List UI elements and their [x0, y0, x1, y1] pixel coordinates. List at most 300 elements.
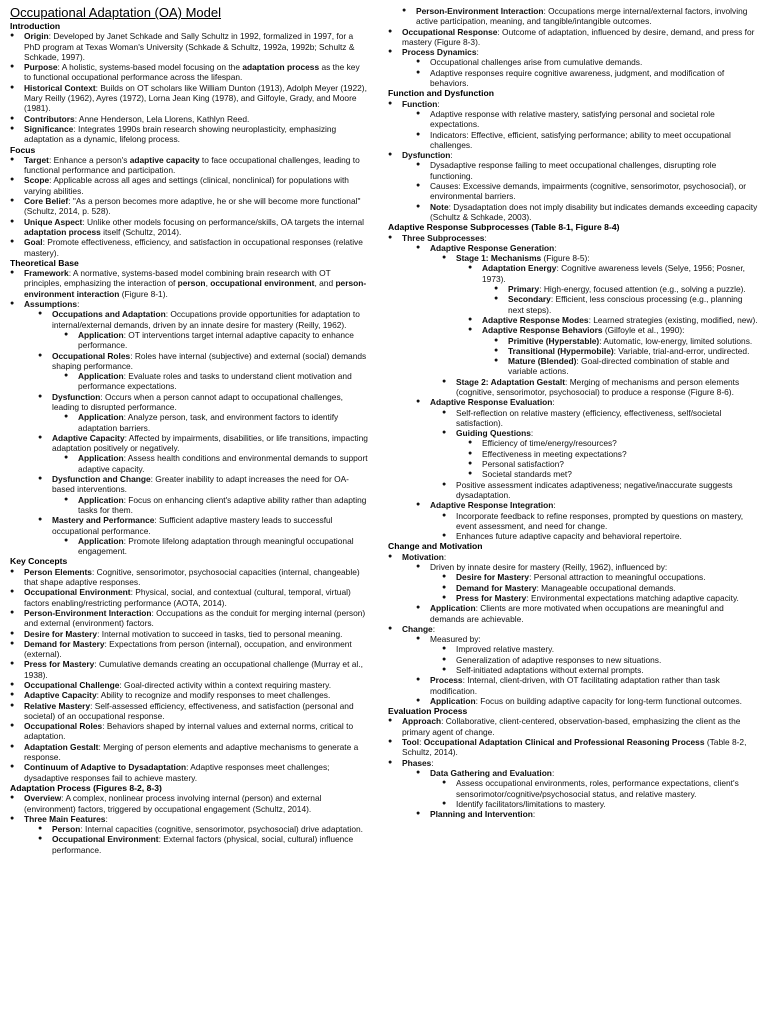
- item-term: Occupational Response: [402, 26, 498, 37]
- item-term: Secondary: [508, 294, 551, 305]
- item-text: : Applicable across all ages and settings (clinical, nonclinical) for populations with varying abilities.: [24, 175, 349, 196]
- item-text: Dysadaptive response failing to meet occupational challenges, disrupting role functioning.: [430, 160, 717, 181]
- item-text: : Analyze person, task, and environment factors to identify adaptation barriers.: [78, 412, 339, 433]
- bullet-list: [388, 716, 760, 819]
- item-term: Guiding Questions: [456, 428, 531, 439]
- item-text: : Promote lifelong adaptation through meaningful occupational engagement.: [78, 535, 354, 557]
- list-item: [388, 552, 760, 624]
- bullet-list: [402, 57, 760, 88]
- bullet-list: [388, 6, 760, 27]
- list-item: [468, 325, 760, 376]
- item-text: :: [476, 47, 479, 58]
- list-item: [388, 233, 760, 542]
- bullet-list: [402, 243, 760, 542]
- item-text: : Clients are more motivated when occupations are meaningful and demands are achievable.: [430, 603, 724, 624]
- item-text: : Physical, social, and contextual (cultural, temporal, virtual) factors enabling/restricting performance (AOTA, 2014).: [24, 587, 351, 608]
- item-term: Purpose: [24, 62, 58, 73]
- item-text: : Developed by Janet Schkade and Sally Schultz in 1992, formalized in 1997, for a PhD program at Texas Woman's University (Schkade & Schultz, 1992a, 1992b; Schultz & Schkade, 1997).: [24, 31, 355, 62]
- list-item: [10, 814, 368, 855]
- item-term: Occupational Environment: [24, 587, 131, 598]
- item-text: : Builds on OT scholars like William Dunton (1913), Adolph Meyer (1922), Mary Reilly (1962), Ayres (1972), Lorna Jean King (1978), and Gilfoyle, Grady, and Moore (1981).: [24, 82, 367, 114]
- list-item: [388, 716, 760, 737]
- list-item: [468, 315, 760, 325]
- list-item: [10, 196, 368, 217]
- list-item: [442, 644, 760, 654]
- bullet-list: [52, 495, 368, 516]
- item-text: Self-reflection on relative mastery (efficiency, effectiveness, self/societal satisfaction).: [456, 407, 722, 428]
- item-term: Adaptive Response Behaviors: [482, 325, 603, 336]
- item-text: : Self-assessed efficiency, effectiveness, and satisfaction (personal and societal) of an occupational response.: [24, 700, 354, 721]
- list-item: [442, 511, 760, 532]
- item-term: Application: [78, 494, 124, 505]
- item-term: Process: [430, 675, 463, 686]
- item-text: Incorporate feedback to refine responses, prompted by questions on mastery, event assessment, and need for change.: [456, 510, 744, 531]
- list-item: [416, 130, 760, 151]
- item-term: Overview: [24, 793, 62, 804]
- bullet-list: [388, 6, 760, 88]
- bullet-list: [10, 567, 368, 783]
- list-item: [388, 624, 760, 706]
- item-term: Mature (Blended): [508, 356, 577, 367]
- list-item: [388, 99, 760, 150]
- item-text: :: [553, 500, 556, 511]
- item-text: : Cognitive awareness levels (Selye, 1956; Posner, 1973).: [482, 263, 745, 284]
- bullet-list: [430, 644, 760, 675]
- item-term: Significance: [24, 123, 74, 134]
- item-term: Application: [78, 535, 124, 546]
- emphasis-text: adaptation process: [24, 226, 101, 237]
- item-text: : Greater inability to adapt increases the need for OA-based interventions.: [52, 474, 349, 495]
- bullet-list: [482, 336, 760, 377]
- item-text: : Cumulative demands creating an occupational challenge (Murray et al., 1938).: [24, 659, 363, 680]
- bullet-list: [430, 778, 760, 809]
- list-item: [402, 6, 760, 27]
- item-text: : Unlike other models focusing on performance/skills, OA targets the internal: [82, 216, 364, 227]
- item-term: Phases: [402, 757, 432, 768]
- list-item: [38, 515, 368, 556]
- section-heading: Introduction: [10, 21, 61, 31]
- bullet-list: [10, 268, 368, 556]
- item-text: Identify facilitators/limitations to mastery.: [456, 798, 606, 809]
- item-term: Application: [78, 371, 124, 382]
- list-item: [442, 531, 760, 541]
- item-term: Relative Mastery: [24, 700, 91, 711]
- list-item: [442, 655, 760, 665]
- item-text: Indicators: Effective, efficient, satisfying performance; ability to meet occupational challenges.: [430, 129, 731, 150]
- list-item: [442, 778, 760, 799]
- list-item: [416, 57, 760, 67]
- item-text: : Internal capacities (cognitive, sensorimotor, psychosocial) drive adaptation.: [80, 824, 363, 835]
- item-text: as the key to functional occupational performance across the lifespan.: [24, 62, 360, 83]
- item-term: Adaptation Gestalt: [24, 741, 99, 752]
- list-item: [416, 696, 760, 706]
- item-term: Demand for Mastery: [24, 638, 105, 649]
- list-item: [64, 453, 368, 474]
- list-item: [388, 47, 760, 88]
- item-text: :: [437, 98, 440, 109]
- list-item: [468, 449, 760, 459]
- bullet-list: [388, 233, 760, 542]
- item-text: : High-energy, focused attention (e.g., solving a puzzle).: [539, 284, 746, 295]
- list-item: [442, 428, 760, 479]
- item-term: Adaptive Response Modes: [482, 314, 589, 325]
- item-text: : Efficient, less conscious processing (e.g., planning next steps).: [508, 294, 743, 315]
- bullet-list: [456, 263, 760, 376]
- item-text: Causes: Excessive demands, impairments (cognitive, sensorimotor, psychosocial), or environmental barriers.: [430, 181, 747, 202]
- item-text: :: [551, 767, 555, 778]
- item-text: : Cognitive, sensorimotor, psychosocial capacities (internal, changeable) that shape adaptive responses.: [24, 566, 360, 588]
- item-text: Improved relative mastery.: [456, 644, 555, 655]
- list-item: [442, 593, 760, 603]
- item-text: Assess occupational environments, roles, performance expectations, client's sensorimotor/cognitive/psychosocial status, and relative mastery.: [456, 778, 739, 799]
- list-item: [388, 6, 760, 27]
- bullet-list: [388, 552, 760, 706]
- item-text: : Integrates 1990s brain research showing neuroplasticity, emphasizing adaptation as a dynamic, lifelong process.: [24, 123, 337, 145]
- section-heading: Theoretical Base: [10, 257, 79, 268]
- item-text: :: [484, 232, 487, 243]
- item-text: : Expectations from person (internal), occupation, and environment (external).: [24, 638, 352, 660]
- list-item: [416, 603, 760, 624]
- list-item: [416, 809, 760, 819]
- item-term: Approach: [402, 716, 442, 727]
- list-item: [442, 408, 760, 429]
- list-item: [468, 469, 760, 479]
- item-term: Historical Context: [24, 82, 96, 93]
- list-item: [442, 480, 760, 501]
- list-item: [64, 330, 368, 351]
- left-column-body: [10, 21, 368, 855]
- item-text: Societal standards met?: [482, 469, 572, 480]
- list-item: [442, 799, 760, 809]
- item-term: Desire for Mastery: [456, 572, 530, 583]
- list-item: [388, 758, 760, 820]
- section-heading: Adaptation Process (Figures 8-2, 8-3): [10, 782, 162, 793]
- item-text: : Occupations as the conduit for merging internal (person) and external (environment) factors.: [24, 607, 366, 629]
- list-item: [10, 31, 368, 62]
- section-heading: Evaluation Process: [388, 706, 468, 717]
- bullet-list: [10, 31, 368, 144]
- item-term: Primitive (Hyperstable): [508, 335, 600, 346]
- section-heading: Adaptive Response Subprocesses (Table 8-1, Figure 8-4): [388, 222, 620, 233]
- item-term: Target: [24, 154, 49, 165]
- item-term: Dysfunction and Change: [52, 474, 151, 485]
- item-text: : Occupations merge internal/external factors, involving active participation, meaning, and tangible/intangible outcomes.: [416, 6, 748, 27]
- item-term: Planning and Intervention: [430, 809, 533, 820]
- item-term: Adaptive Response Generation: [430, 242, 555, 253]
- list-item: [468, 263, 760, 314]
- item-term: Person: [52, 824, 81, 835]
- item-term: Scope: [24, 175, 50, 186]
- item-term: Mastery and Performance: [52, 515, 155, 526]
- item-text: (Figure 8-1).: [119, 288, 168, 299]
- item-text: : Affected by impairments, disabilities, or life transitions, impacting adaptation positively or negatively.: [52, 432, 368, 454]
- item-term: Press for Mastery: [24, 659, 95, 670]
- list-item: [416, 109, 760, 130]
- list-item: [10, 659, 368, 680]
- item-term: Function: [402, 98, 438, 109]
- list-item: [442, 253, 760, 377]
- item-term: Stage 1: Mechanisms: [456, 253, 542, 264]
- right-column: [388, 6, 760, 819]
- item-term: Adaptation Energy: [482, 263, 557, 274]
- item-text: (Table 8-2, Schultz, 2014).: [402, 737, 747, 758]
- list-item: [468, 438, 760, 448]
- bullet-list: [402, 634, 760, 706]
- emphasis-text: person: [177, 278, 206, 289]
- item-term: Three Main Features: [24, 813, 106, 824]
- item-term: Occupational Environment: [52, 834, 159, 845]
- item-text: : Merging of person elements and adaptive mechanisms to generate a response.: [24, 741, 359, 763]
- list-item: [64, 495, 368, 516]
- item-term: Motivation: [402, 551, 444, 562]
- item-text: ,: [205, 278, 211, 289]
- item-text: Self-initiated adaptations without external prompts.: [456, 665, 644, 675]
- list-item: [416, 500, 760, 541]
- list-item: [10, 793, 368, 814]
- item-term: Person-Environment Interaction: [24, 607, 152, 618]
- list-item: [416, 397, 760, 500]
- item-text: : Internal motivation to succeed in tasks, tied to personal meaning.: [97, 628, 343, 639]
- item-term: Continuum of Adaptive to Dysadaptation: [24, 762, 187, 773]
- list-item: [10, 567, 368, 588]
- bullet-list: [430, 572, 760, 603]
- list-item: [416, 243, 760, 397]
- item-text: : OT interventions target internal adaptive capacity to enhance performance.: [78, 329, 354, 351]
- list-item: [494, 346, 760, 356]
- list-item: [442, 583, 760, 593]
- list-item: [10, 680, 368, 690]
- item-term: Tool: [402, 737, 420, 748]
- item-text: Positive assessment indicates adaptiveness; negative/inaccurate suggests dysadaptation.: [456, 479, 733, 500]
- item-term: Adaptive Capacity: [24, 690, 97, 701]
- item-text: :: [77, 299, 80, 310]
- list-item: [38, 824, 368, 834]
- item-text: , and: [314, 278, 336, 289]
- item-text: Effectiveness in meeting expectations?: [482, 448, 627, 459]
- item-text: : Environmental expectations matching adaptive capacity.: [526, 592, 739, 603]
- item-term: Note: [430, 201, 449, 212]
- list-item: [38, 474, 368, 515]
- bullet-list: [430, 511, 760, 542]
- bullet-list: [482, 284, 760, 315]
- item-text: : Occupations provide opportunities for adaptation to internal/external demands, driven by an innate desire for mastery (Reilly, 1962).: [52, 309, 360, 330]
- item-term: Three Subprocesses: [402, 232, 485, 243]
- item-term: Occupations and Adaptation: [52, 309, 166, 320]
- item-text: :: [554, 242, 557, 253]
- item-text: : Dysadaptation does not imply disability but indicates demands exceeding capacity (Schultz & Schkade, 2003).: [430, 201, 758, 222]
- bullet-list: [402, 562, 760, 624]
- emphasis-text: adaptation process: [242, 62, 320, 73]
- list-item: [416, 181, 760, 202]
- item-text: : A holistic, systems-based model focusing on the: [57, 62, 243, 73]
- list-item: [10, 701, 368, 722]
- item-text: : Collaborative, client-centered, observation-based, emphasizing the client as the primary agent of change.: [402, 716, 741, 737]
- item-text: Occupational challenges arise from cumulative demands.: [430, 57, 643, 68]
- list-item: [38, 309, 368, 350]
- item-text: : Evaluate roles and tasks to understand client motivation and performance expectations.: [78, 371, 352, 392]
- emphasis-text: Occupational Adaptation Clinical and Professional Reasoning Process: [423, 737, 705, 748]
- list-item: [494, 284, 760, 294]
- item-text: :: [532, 809, 536, 820]
- item-term: Stage 2: Adaptation Gestalt: [456, 376, 566, 387]
- list-item: [10, 83, 368, 114]
- list-item: [416, 562, 760, 603]
- item-text: : Ability to recognize and modify responses to meet challenges.: [96, 690, 331, 701]
- item-text: : Anne Henderson, Lela Llorens, Kathlyn Reed.: [74, 113, 250, 124]
- item-term: Desire for Mastery: [24, 628, 98, 639]
- item-text: :: [431, 757, 434, 768]
- bullet-list: [24, 309, 368, 556]
- list-item: [468, 459, 760, 469]
- item-text: : Outcome of adaptation, influenced by desire, demand, and press for mastery (Figure 8-3).: [402, 26, 755, 47]
- bullet-list: [388, 99, 760, 223]
- item-term: Transitional (Hypermobile): [508, 345, 614, 356]
- list-item: [10, 762, 368, 783]
- item-text: :: [450, 150, 453, 161]
- list-item: [10, 721, 368, 742]
- list-item: [10, 175, 368, 196]
- list-item: [388, 150, 760, 222]
- list-item: [38, 433, 368, 474]
- list-item: [64, 371, 368, 392]
- item-text: : Adaptive responses meet challenges; dysadaptive responses fail to achieve mastery.: [24, 762, 330, 783]
- item-text: :: [432, 623, 436, 634]
- emphasis-text: person-environment interaction: [24, 278, 367, 299]
- item-text: to face occupational challenges, leading to functional performance and participation.: [24, 154, 360, 176]
- list-item: [10, 629, 368, 639]
- item-text: : Automatic, low-energy, limited solutions.: [599, 335, 753, 346]
- list-item: [10, 237, 368, 258]
- item-text: : "As a person becomes more adaptive, he or she will become more functional" (Schultz, 2014, p. 528).: [24, 196, 361, 217]
- item-text: : Personal attraction to meaningful occupations.: [529, 572, 706, 583]
- list-item: [10, 268, 368, 299]
- page-title: Occupational Adaptation (OA) Model: [10, 5, 222, 20]
- emphasis-text: occupational environment: [210, 278, 315, 289]
- list-item: [416, 68, 760, 89]
- item-term: Core Belief: [24, 196, 69, 207]
- item-term: Application: [78, 329, 124, 340]
- item-term: Press for Mastery: [456, 592, 527, 603]
- item-text: Generalization of adaptive responses to new situations.: [456, 654, 662, 665]
- emphasis-text: adaptive capacity: [129, 154, 200, 165]
- bullet-list: [52, 536, 368, 557]
- item-term: Occupational Roles: [52, 350, 131, 361]
- item-term: Demand for Mastery: [456, 582, 537, 593]
- item-text: Enhances future adaptive capacity and behavioral repertoire.: [456, 531, 682, 542]
- item-term: Contributors: [24, 113, 75, 124]
- bullet-list: [24, 824, 368, 855]
- item-text: (Figure 8-5):: [541, 253, 590, 264]
- item-text: : Sufficient adaptive mastery leads to successful occupational performance.: [52, 515, 333, 536]
- section-heading: Change and Motivation: [388, 541, 483, 552]
- item-text: : Variable, trial-and-error, undirected.: [613, 345, 750, 356]
- item-text: (Gilfoyle et al., 1990):: [602, 325, 685, 336]
- bullet-list: [10, 793, 368, 855]
- section-heading: Key Concepts: [10, 556, 68, 567]
- item-text: Measured by:: [430, 634, 481, 645]
- list-item: [10, 62, 368, 83]
- item-term: Person-Environment Interaction: [416, 6, 544, 16]
- item-term: Change: [402, 623, 433, 634]
- list-item: [10, 217, 368, 238]
- item-term: Dysfunction: [52, 391, 101, 402]
- bullet-list: [402, 109, 760, 150]
- section-heading: Function and Dysfunction: [388, 88, 494, 99]
- item-text: itself (Schultz, 2014).: [100, 226, 182, 237]
- item-text: Efficiency of time/energy/resources?: [482, 438, 617, 449]
- item-term: Adaptive Response Integration: [430, 500, 554, 511]
- list-item: [416, 634, 760, 675]
- item-term: Process Dynamics: [402, 47, 477, 58]
- item-term: Assumptions: [24, 299, 78, 310]
- item-text: : Learned strategies (existing, modified, new).: [588, 314, 758, 325]
- item-term: Application: [78, 412, 124, 423]
- list-item: [10, 114, 368, 124]
- bullet-list: [52, 453, 368, 474]
- item-term: Occupational Roles: [24, 721, 103, 732]
- item-text: Adaptive response with relative mastery, satisfying personal and societal role expectations.: [430, 108, 715, 130]
- item-text: : Focus on building adaptive capacity for long-term functional outcomes.: [475, 695, 742, 706]
- item-term: Adaptive Response Evaluation: [430, 397, 553, 408]
- list-item: [10, 608, 368, 629]
- item-term: Dysfunction: [402, 150, 451, 161]
- list-item: [10, 124, 368, 145]
- list-item: [10, 639, 368, 660]
- item-text: : Goal-directed combination of stable and variable actions.: [508, 356, 730, 377]
- left-column: [10, 6, 368, 855]
- item-text: : Manageable occupational demands.: [536, 582, 676, 593]
- item-term: Person Elements: [24, 566, 92, 577]
- item-text: : Focus on enhancing client's adaptive ability rather than adapting tasks for them.: [78, 494, 367, 515]
- item-term: Adaptive Capacity: [52, 432, 125, 443]
- item-text: : Promote effectiveness, efficiency, and satisfaction in occupational responses (relative mastery).: [24, 237, 363, 258]
- list-item: [10, 299, 368, 556]
- item-text: : Roles have internal (subjective) and external (social) demands shaping performance.: [52, 350, 367, 371]
- item-text: : A normative, systems-based model combining brain research with OT principles, emphasizing the interaction of: [24, 268, 331, 289]
- list-item: [10, 742, 368, 763]
- list-item: [388, 27, 760, 48]
- bullet-list: [52, 371, 368, 392]
- item-term: Application: [78, 453, 124, 464]
- bullet-list: [430, 253, 760, 397]
- list-item: [38, 392, 368, 433]
- item-text: :: [105, 813, 108, 824]
- item-term: Occupational Challenge: [24, 680, 120, 690]
- list-item: [388, 737, 760, 758]
- item-term: Application: [430, 603, 476, 614]
- list-item: [64, 536, 368, 557]
- bullet-list: [402, 160, 760, 222]
- list-item: [494, 336, 760, 346]
- item-text: Personal satisfaction?: [482, 459, 564, 470]
- item-term: Primary: [508, 284, 540, 295]
- item-term: Goal: [24, 237, 43, 248]
- list-item: [494, 356, 760, 377]
- section-heading: Focus: [10, 144, 36, 155]
- item-text: Driven by innate desire for mastery (Reilly, 1962), influenced by:: [430, 562, 668, 573]
- bullet-list: [52, 330, 368, 351]
- list-item: [10, 155, 368, 176]
- list-item: [416, 768, 760, 809]
- list-item: [10, 587, 368, 608]
- list-item: [416, 202, 760, 223]
- item-text: : Behaviors shaped by internal values and external norms, critical to adaptation.: [24, 721, 354, 742]
- item-term: Application: [430, 695, 476, 706]
- item-text: :: [530, 428, 534, 439]
- list-item: [38, 351, 368, 392]
- list-item: [494, 294, 760, 315]
- item-term: Origin: [24, 31, 49, 42]
